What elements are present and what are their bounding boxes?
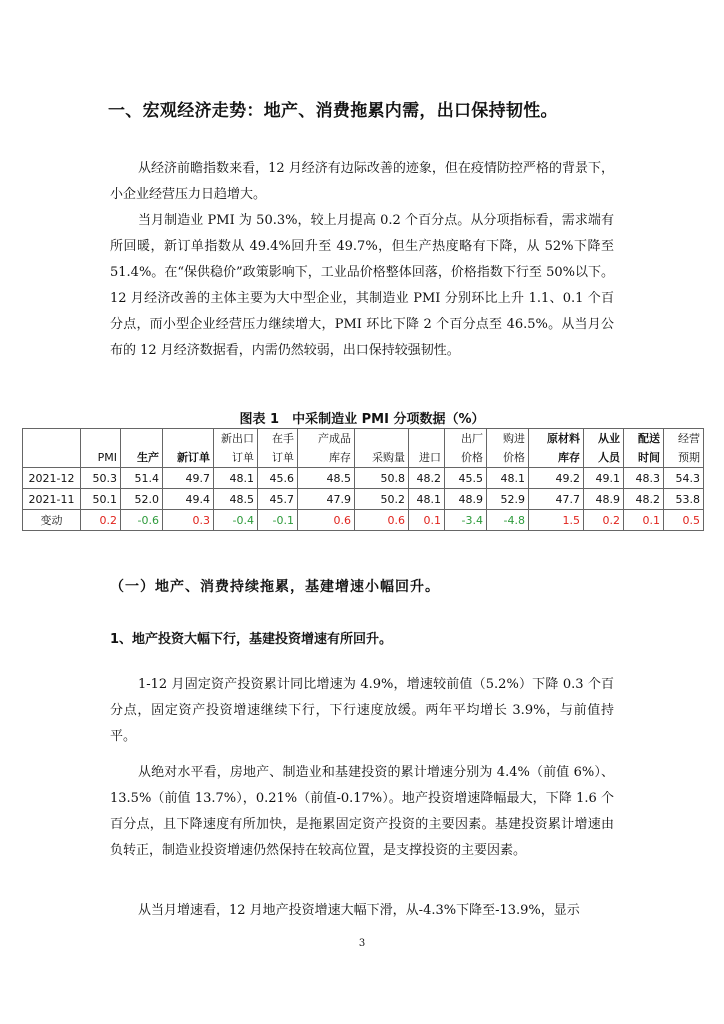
table-cell: 0.6 <box>355 510 409 531</box>
table-row <box>23 468 704 489</box>
table-cell: 0.5 <box>664 510 704 531</box>
header-new-export-orders: 新出口 订单 <box>214 429 258 468</box>
table-cell: -4.8 <box>487 510 529 531</box>
table-cell: 45.7 <box>258 489 298 510</box>
table-cell: 49.4 <box>163 489 214 510</box>
table-cell: 1.5 <box>529 510 584 531</box>
header-employment: 从业 人员 <box>584 429 624 468</box>
paragraph-pmi-analysis: 当月制造业 PMI 为 50.3%，较上月提高 0.2 个百分点。从分项指标看，需求端有所回暖，新订单指数从 49.4%回升至 49.7%，但生产热度略有下降，从 52%下降至 51.4%。在“保供稳价”政策影响下，工业品价格整体回落，价格指数下行至 50%以下。12 月经济改善的主体主要为大中型企业，其制造业 PMI 分别环比上升 1.1、0.1 个百分点，而小型企业经营压力继续增大，PMI 环比下降 2 个百分点至 46.5%。从当月公布的 12 月经济数据看，内需仍然较弱，出口保持较强韧性。 <box>110 213 614 358</box>
header-business-expectations: 经营 预期 <box>664 429 704 468</box>
subsection-title: （一）地产、消费持续拖累，基建增速小幅回升。 <box>110 579 440 595</box>
table-cell: 48.9 <box>584 489 624 510</box>
table-cell: -0.4 <box>214 510 258 531</box>
table-cell: 48.2 <box>624 489 664 510</box>
header-production: 生产 <box>121 429 163 468</box>
table-cell: 47.9 <box>298 489 355 510</box>
table-cell: 48.5 <box>298 468 355 489</box>
table-cell: 50.3 <box>81 468 121 489</box>
table-cell: 45.6 <box>258 468 298 489</box>
header-imports: 进口 <box>409 429 445 468</box>
header-raw-material-inventory: 原材料 库存 <box>529 429 584 468</box>
table-cell: 54.3 <box>664 468 704 489</box>
table-cell: 0.2 <box>584 510 624 531</box>
table-cell: 49.7 <box>163 468 214 489</box>
table-cell: 48.9 <box>445 489 487 510</box>
header-output-prices: 出厂 价格 <box>445 429 487 468</box>
table-cell: 48.2 <box>409 468 445 489</box>
table-cell: -0.1 <box>258 510 298 531</box>
table-cell: 53.8 <box>664 489 704 510</box>
table-cell: 51.4 <box>121 468 163 489</box>
table-cell: 0.1 <box>624 510 664 531</box>
header-finished-goods-inventory: 产成品 库存 <box>298 429 355 468</box>
header-backlog-orders: 在手 订单 <box>258 429 298 468</box>
table-cell: 52.0 <box>121 489 163 510</box>
table-cell: 47.7 <box>529 489 584 510</box>
table-cell: -3.4 <box>445 510 487 531</box>
table-cell: 0.6 <box>298 510 355 531</box>
row-label: 2021-11 <box>23 489 81 510</box>
table-cell: -0.6 <box>121 510 163 531</box>
table-cell: 50.1 <box>81 489 121 510</box>
table-cell: 48.3 <box>624 468 664 489</box>
table-cell: 52.9 <box>487 489 529 510</box>
header-new-orders: 新订单 <box>163 429 214 468</box>
table-cell: 48.1 <box>409 489 445 510</box>
table-cell: 49.1 <box>584 468 624 489</box>
sub-subsection-title: 1、地产投资大幅下行，基建投资增速有所回升。 <box>110 632 393 647</box>
table-row <box>23 510 704 531</box>
table-cell: 48.1 <box>487 468 529 489</box>
table-cell: 0.2 <box>81 510 121 531</box>
header-pmi: PMI <box>81 429 121 468</box>
table-cell: 48.5 <box>214 489 258 510</box>
header-blank <box>23 429 81 468</box>
table-cell: 0.3 <box>163 510 214 531</box>
section-title: 一、宏观经济走势：地产、消费拖累内需，出口保持韧性。 <box>108 101 558 121</box>
table-cell: 45.5 <box>445 468 487 489</box>
paragraph-fixed-asset-investment: 1-12 月固定资产投资累计同比增速为 4.9%，增速较前值（5.2%）下降 0.3 个百分点，固定资产投资增速继续下行，下行速度放缓。两年平均增长 3.9%，与前值持平。 <box>110 677 614 744</box>
paragraph-absolute-level: 从绝对水平看，房地产、制造业和基建投资的累计增速分别为 4.4%（前值 6%）、13.5%（前值 13.7%），0.21%（前值-0.17%）。地产投资增速降幅最大，下降 1.6 个百分点，且下降速度有所加快，是拖累固定资产投资的主要因素。基建投资累计增速由负转正，制造业投资增速仍然保持在较高位置，是支撑投资的主要因素。 <box>110 765 614 858</box>
paragraph-economic-outlook: 从经济前瞻指数来看，12 月经济有边际改善的迹象，但在疫情防控严格的背景下，小企业经营压力日趋增大。 <box>110 161 614 202</box>
table-cell: 50.2 <box>355 489 409 510</box>
table-cell: 0.1 <box>409 510 445 531</box>
header-input-prices: 购进 价格 <box>487 429 529 468</box>
page-number: 3 <box>358 938 366 949</box>
table-cell: 49.2 <box>529 468 584 489</box>
table-cell: 50.8 <box>355 468 409 489</box>
table-row <box>23 489 704 510</box>
header-purchase-quantity: 采购量 <box>355 429 409 468</box>
table-cell: 48.1 <box>214 468 258 489</box>
pmi-table <box>22 428 704 531</box>
paragraph-monthly-growth: 从当月增速看，12 月地产投资增速大幅下滑，从-4.3%下降至-13.9%，显示 <box>138 903 580 918</box>
table-caption: 图表 1 中采制造业 PMI 分项数据（%） <box>239 412 485 427</box>
row-label: 变动 <box>23 510 81 531</box>
header-delivery-time: 配送 时间 <box>624 429 664 468</box>
row-label: 2021-12 <box>23 468 81 489</box>
table-header-row <box>23 429 704 468</box>
